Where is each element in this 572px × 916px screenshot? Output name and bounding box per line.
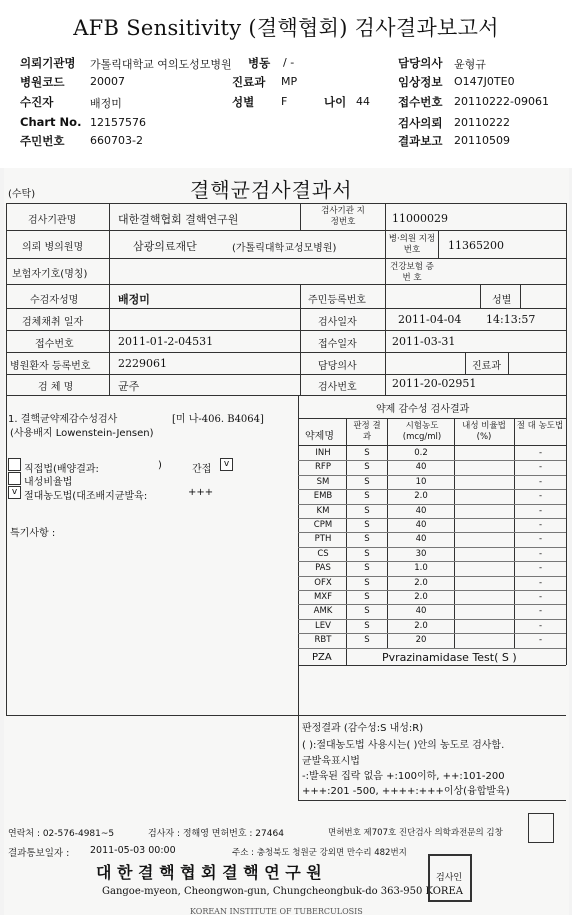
row-divider [298, 590, 566, 591]
requesting-institution-value: 가톨릭대학교 여의도성모병원 [90, 58, 232, 71]
test-request-value: 20110222 [454, 116, 510, 129]
rrn-label: 주민등록번호 [308, 295, 366, 306]
reception-number-label: 접수번호 [35, 339, 74, 350]
institute-seal-icon [428, 854, 472, 902]
hospital-code-label: 병원코드 [20, 75, 65, 89]
hospital-registration-label: 병원환자 등록번호 [10, 361, 91, 372]
drug-result: S [364, 635, 370, 646]
drug-absolute: - [538, 577, 543, 588]
receipt-number-value: 20110222-09061 [454, 95, 549, 108]
col-proportion: 내성 비율법(%) [462, 421, 506, 442]
license-text: 면허번호 제707호 진단검사 의학과전문의 김창 [328, 828, 503, 838]
examiner-seal-icon [528, 813, 554, 843]
test-date-label: 검사일자 [318, 317, 357, 328]
drug-concentration: 2.0 [414, 577, 428, 588]
chart-no-value: 12157576 [90, 116, 146, 129]
drug-name: SM [316, 476, 330, 487]
drug-concentration: 40 [415, 505, 427, 516]
drug-name: LEV [315, 620, 331, 631]
insurer-label: 보험자기호(명칭) [12, 269, 88, 280]
drug-absolute: - [538, 635, 543, 646]
drug-name: PAS [315, 563, 331, 574]
sex-value: F [281, 95, 288, 108]
clinical-info-value: O147J0TE0 [454, 75, 515, 88]
test-institution-label: 검사기관명 [28, 215, 77, 226]
attending-doctor-value: 윤형규 [454, 58, 486, 71]
drug-concentration: 1.0 [414, 563, 428, 574]
drug-concentration: 2.0 [414, 620, 428, 631]
consignment-tag: (수탁) [8, 189, 36, 200]
drug-result: S [364, 548, 370, 559]
drug-name: MXF [313, 592, 333, 602]
row-divider [298, 489, 566, 490]
drug-name: RBT [314, 635, 332, 646]
results-heading: 약제 감수성 검사결과 [376, 404, 470, 415]
legend-line-2: ( ):절대농도법 사용시는( )안의 농도로 검사함. [302, 740, 505, 751]
drug-result: S [364, 620, 370, 631]
row-divider [298, 518, 566, 519]
department-field-label: 진료과 [472, 361, 501, 372]
drug-result: S [364, 520, 370, 530]
drug-name: AMK [313, 606, 333, 617]
direct-method-checkbox [8, 458, 21, 471]
chart-no-label: Chart No. [20, 115, 82, 129]
row-divider [298, 576, 566, 577]
row-divider [298, 532, 566, 533]
drug-result: S [364, 462, 370, 473]
institution-number-label: 검사기관 지정번호 [321, 206, 365, 227]
indirect-method-checkbox [220, 458, 233, 471]
drug-concentration: 2.0 [414, 592, 428, 602]
absolute-method-label: 절대농도법(대조배지균발육: [24, 491, 148, 502]
reception-number-value: 2011-01-2-04531 [118, 335, 214, 348]
requesting-institution-label: 의뢰기관명 [20, 56, 76, 70]
row-divider [298, 547, 566, 548]
organization-name: 대 한 결 핵 협 회 결 핵 연 구 원 [96, 863, 322, 882]
row-divider [298, 561, 566, 562]
requesting-clinic-sub: (가톨릭대학교성모병원) [232, 243, 337, 254]
test-code: [미 나-406. B4064] [172, 414, 264, 425]
clinical-info-label: 임상정보 [398, 75, 443, 89]
susceptibility-heading: 1. 결핵균약제감수성검사 [8, 414, 118, 425]
resident-number-label: 주민번호 [20, 134, 65, 148]
test-date-value: 2011-04-04 [398, 313, 462, 326]
drug-concentration: 40 [415, 606, 427, 617]
drug-name: KM [316, 505, 330, 516]
result-report-label: 결과보고 [398, 134, 443, 148]
ward-value: / - [283, 56, 295, 69]
proportion-method-label: 내성비율법 [24, 477, 73, 488]
control-growth-value: +++ [188, 487, 214, 498]
drug-concentration: 20 [415, 635, 427, 646]
specimen-label: 검 체 명 [38, 382, 74, 393]
page-title: AFB Sensitivity (결핵협회) 검사결과보고서 [73, 16, 499, 40]
drug-result: S [364, 476, 370, 487]
proportion-method-checkbox [8, 472, 21, 485]
scanned-report [0, 168, 572, 915]
direct-method-close: ) [158, 460, 162, 471]
resident-number-value: 660703-2 [90, 134, 143, 147]
notice-date-label: 결과통보일자 : [8, 848, 70, 859]
seal-text: 검사인 [436, 873, 463, 883]
drug-name: RFP [315, 462, 331, 473]
remarks-label: 특기사항 : [10, 528, 56, 539]
drug-concentration: 10 [415, 476, 427, 487]
drug-absolute: - [538, 462, 543, 473]
row-divider [298, 604, 566, 605]
sex-field-label: 성별 [492, 295, 512, 306]
medium-label: (사용배지 Lowenstein-Jensen) [10, 428, 154, 439]
drug-absolute: - [538, 476, 543, 487]
examinee-name-label: 수검자성명 [30, 295, 79, 306]
row-divider [298, 504, 566, 505]
clinic-number-value: 11365200 [448, 239, 504, 252]
drug-absolute: - [538, 505, 543, 516]
drug-result: S [364, 491, 370, 502]
test-request-label: 검사의뢰 [398, 116, 443, 130]
institution-number-value: 11000029 [392, 212, 448, 225]
drug-concentration: 0.2 [414, 448, 428, 458]
legend-line-3: 균발육표시법 [302, 756, 360, 767]
col-drug: 약제명 [305, 431, 334, 442]
examinee-name-value: 배정미 [118, 293, 150, 306]
row-divider [298, 648, 566, 649]
legend-line-1: 판정결과 (감수성:S 내성:R) [302, 723, 424, 734]
tester-text: 검사자 : 정해영 면허번호 : 27464 [148, 829, 284, 839]
requesting-clinic-label: 의뢰 병의원명 [22, 242, 84, 253]
notice-date-value: 2011-05-03 00:00 [90, 845, 176, 856]
drug-absolute: - [538, 592, 543, 602]
legend-line-5: +++:201 -500, ++++:+++이상(융합발육) [302, 786, 510, 797]
patient-label: 수진자 [20, 95, 54, 109]
drug-result: S [364, 534, 370, 545]
absolute-check-mark: v [11, 487, 18, 497]
patient-value: 배정미 [90, 97, 122, 110]
drug-absolute: - [538, 620, 543, 631]
drug-name: PTH [314, 534, 332, 545]
drug-name: CPM [313, 520, 333, 530]
drug-absolute: - [538, 563, 543, 574]
sex-label: 성별 [232, 95, 255, 109]
contact-text: 연락처 : 02-576-4981~5 [8, 829, 115, 839]
organization-name-en: KOREAN INSTITUTE OF TUBERCULOSIS [190, 907, 363, 916]
legend-line-4: -:발육된 집락 없음 +:100이하, ++:101-200 [302, 771, 505, 782]
drug-result: S [364, 563, 370, 574]
test-time-value: 14:13:57 [486, 313, 536, 326]
drug-absolute: - [538, 448, 543, 458]
requesting-clinic-value: 삼광의료재단 [133, 240, 197, 253]
collection-date-label: 검체채취 일자 [22, 317, 84, 328]
indirect-check-mark: v [223, 459, 230, 469]
reception-date-value: 2011-03-31 [392, 335, 456, 348]
age-label: 나이 [324, 95, 347, 109]
indirect-method-label: 간접 [192, 464, 212, 475]
test-institution-value: 대한결핵협회 결핵연구원 [118, 213, 239, 226]
absolute-method-checkbox [8, 486, 21, 499]
report-title: 결핵균검사결과서 [190, 178, 353, 202]
pza-value: Pvrazinamidase Test( S ) [382, 651, 517, 664]
col-result: 판정 결과 [353, 421, 381, 442]
drug-concentration: 40 [415, 534, 427, 545]
drug-name: EMB [313, 491, 333, 502]
result-report-value: 20110509 [454, 134, 510, 147]
organization-address-en: Gangoe-myeon, Cheongwon-gun, Chungcheongbuk-do 363-950 KOREA [102, 886, 463, 897]
hospital-registration-value: 2229061 [118, 357, 167, 370]
drug-absolute: - [538, 491, 543, 502]
drug-result: S [364, 448, 370, 458]
health-insurance-label: 건강보험 증 번 호 [390, 262, 434, 283]
scanned-paper [4, 168, 569, 915]
hospital-code-value: 20007 [90, 75, 125, 88]
drug-absolute: - [538, 520, 543, 530]
drug-result: S [364, 592, 370, 602]
reception-date-label: 접수일자 [318, 339, 357, 350]
test-number-label: 검사번호 [318, 382, 357, 393]
drug-concentration: 30 [415, 548, 427, 559]
drug-result: S [364, 577, 370, 588]
drug-absolute: - [538, 548, 543, 559]
attending-doctor-label: 담당의사 [398, 56, 443, 70]
row-divider [298, 460, 566, 461]
drug-concentration: 40 [415, 520, 427, 530]
drug-name: OFX [314, 577, 332, 588]
pza-label: PZA [312, 652, 332, 663]
drug-absolute: - [538, 534, 543, 545]
drug-concentration: 40 [415, 462, 427, 473]
drug-name: CS [317, 548, 329, 559]
drug-absolute: - [538, 606, 543, 617]
age-value: 44 [356, 95, 370, 108]
drug-result: S [364, 505, 370, 516]
col-absolute: 절 대 농도법 [516, 421, 564, 431]
drug-concentration: 2.0 [414, 491, 428, 502]
address-text: 주소 : 충청북도 청원군 강외면 만수리 482번지 [232, 848, 407, 858]
department-value: MP [281, 75, 298, 88]
department-label: 진료과 [232, 75, 266, 89]
ward-label: 병동 [248, 56, 271, 70]
direct-method-label: 직접법(배양결과: [24, 464, 99, 475]
receipt-number-label: 접수번호 [398, 95, 443, 109]
col-concentration: 시험농도 (mcg/ml) [402, 421, 442, 442]
drug-result: S [364, 606, 370, 617]
test-number-value: 2011-20-02951 [392, 377, 477, 390]
drug-name: INH [315, 448, 331, 458]
row-divider [298, 475, 566, 476]
attending-physician-label: 담당의사 [318, 361, 357, 372]
specimen-value: 균주 [118, 380, 140, 393]
clinic-number-label: 병·의원 지정번호 [388, 234, 436, 255]
row-divider [298, 633, 566, 634]
row-divider [298, 619, 566, 620]
